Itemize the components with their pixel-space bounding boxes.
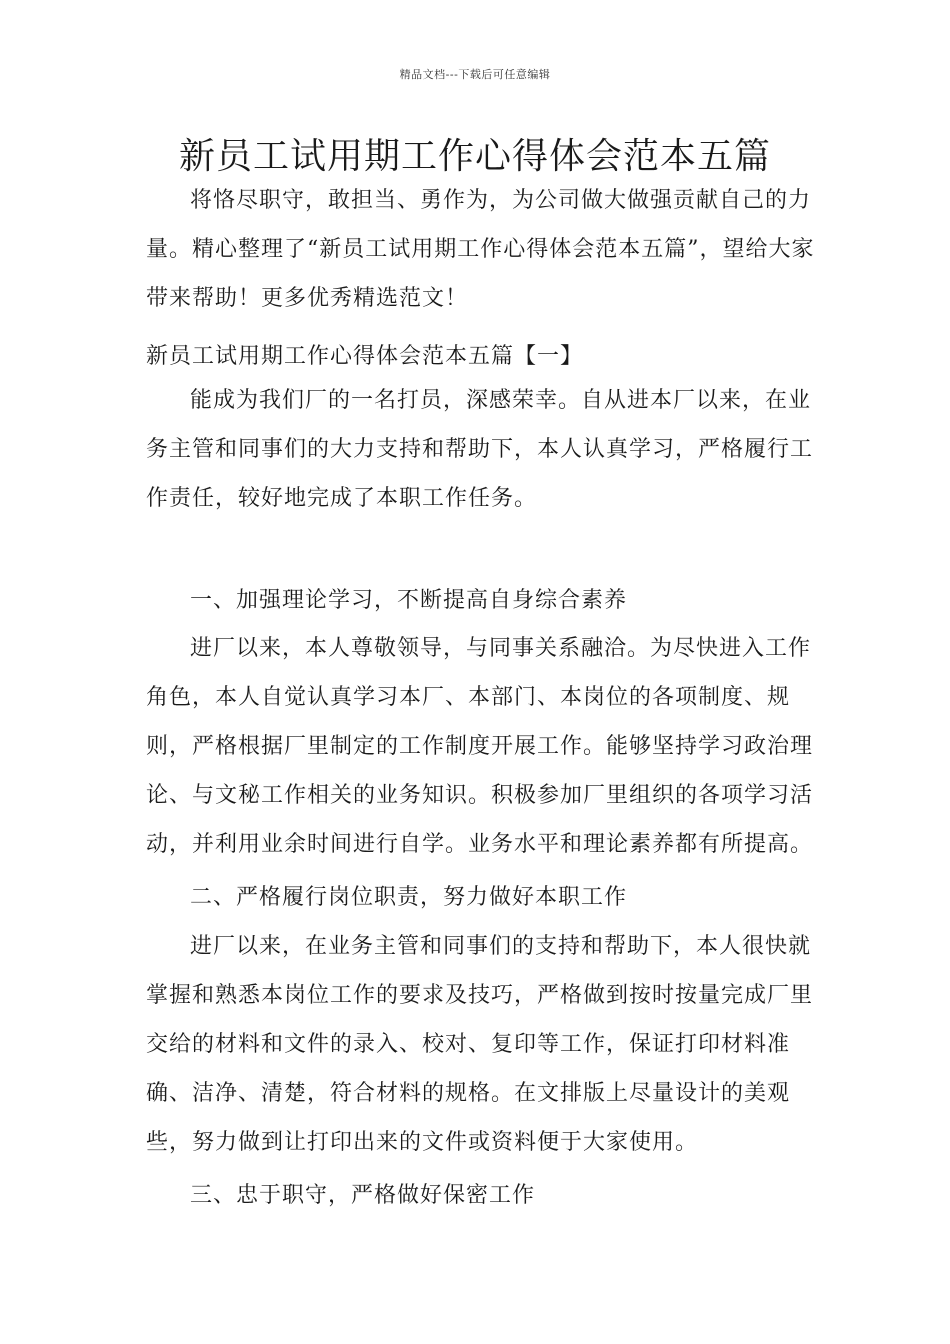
heading-1: 一、加强理论学习，不断提高自身综合素养 (190, 588, 628, 613)
section-title: 新员工试用期工作心得体会范本五篇【一】 (146, 344, 584, 369)
intro-paragraph: 将恪尽职守，敢担当、勇作为，为公司做大做强贡献自己的力量。精心整理了“新员工试用期工作心得体会范本五篇”，望给大家带来帮助！更多优秀精选范文！ (146, 188, 815, 311)
heading-2: 二、严格履行岗位职责，努力做好本职工作 (190, 885, 628, 910)
heading-3: 三、忠于职守，严格做好保密工作 (190, 1183, 536, 1208)
document-title: 新员工试用期工作心得体会范本五篇 (178, 136, 771, 177)
header-note: 精品文档---下载后可任意编辑 (399, 68, 551, 81)
opening-paragraph: 能成为我们厂的一名打员，深感荣幸。自从进本厂以来，在业务主管和同事们的大力支持和帮助下，本人认真学习，严格履行工作责任，较好地完成了本职工作任务。 (146, 388, 814, 511)
paragraph-2: 进厂以来，在业务主管和同事们的支持和帮助下，本人很快就掌握和熟悉本岗位工作的要求及技巧，严格做到按时按量完成厂里交给的材料和文件的录入、校对、复印等工作，保证打印材料准确、洁净、清楚，符合材料的规格。在文排版上尽量设计的美观些，努力做到让打印出来的文件或资料便于大家使用。 (146, 934, 814, 1155)
paragraph-1: 进厂以来，本人尊敬领导，与同事关系融洽。为尽快进入工作角色，本人自觉认真学习本厂、本部门、本岗位的各项制度、规则，严格根据厂里制定的工作制度开展工作。能够坚持学习政治理论、与文秘工作相关的业务知识。积极参加厂里组织的各项学习活动，并利用业余时间进行自学。业务水平和理论素养都有所提高。 (146, 636, 814, 857)
